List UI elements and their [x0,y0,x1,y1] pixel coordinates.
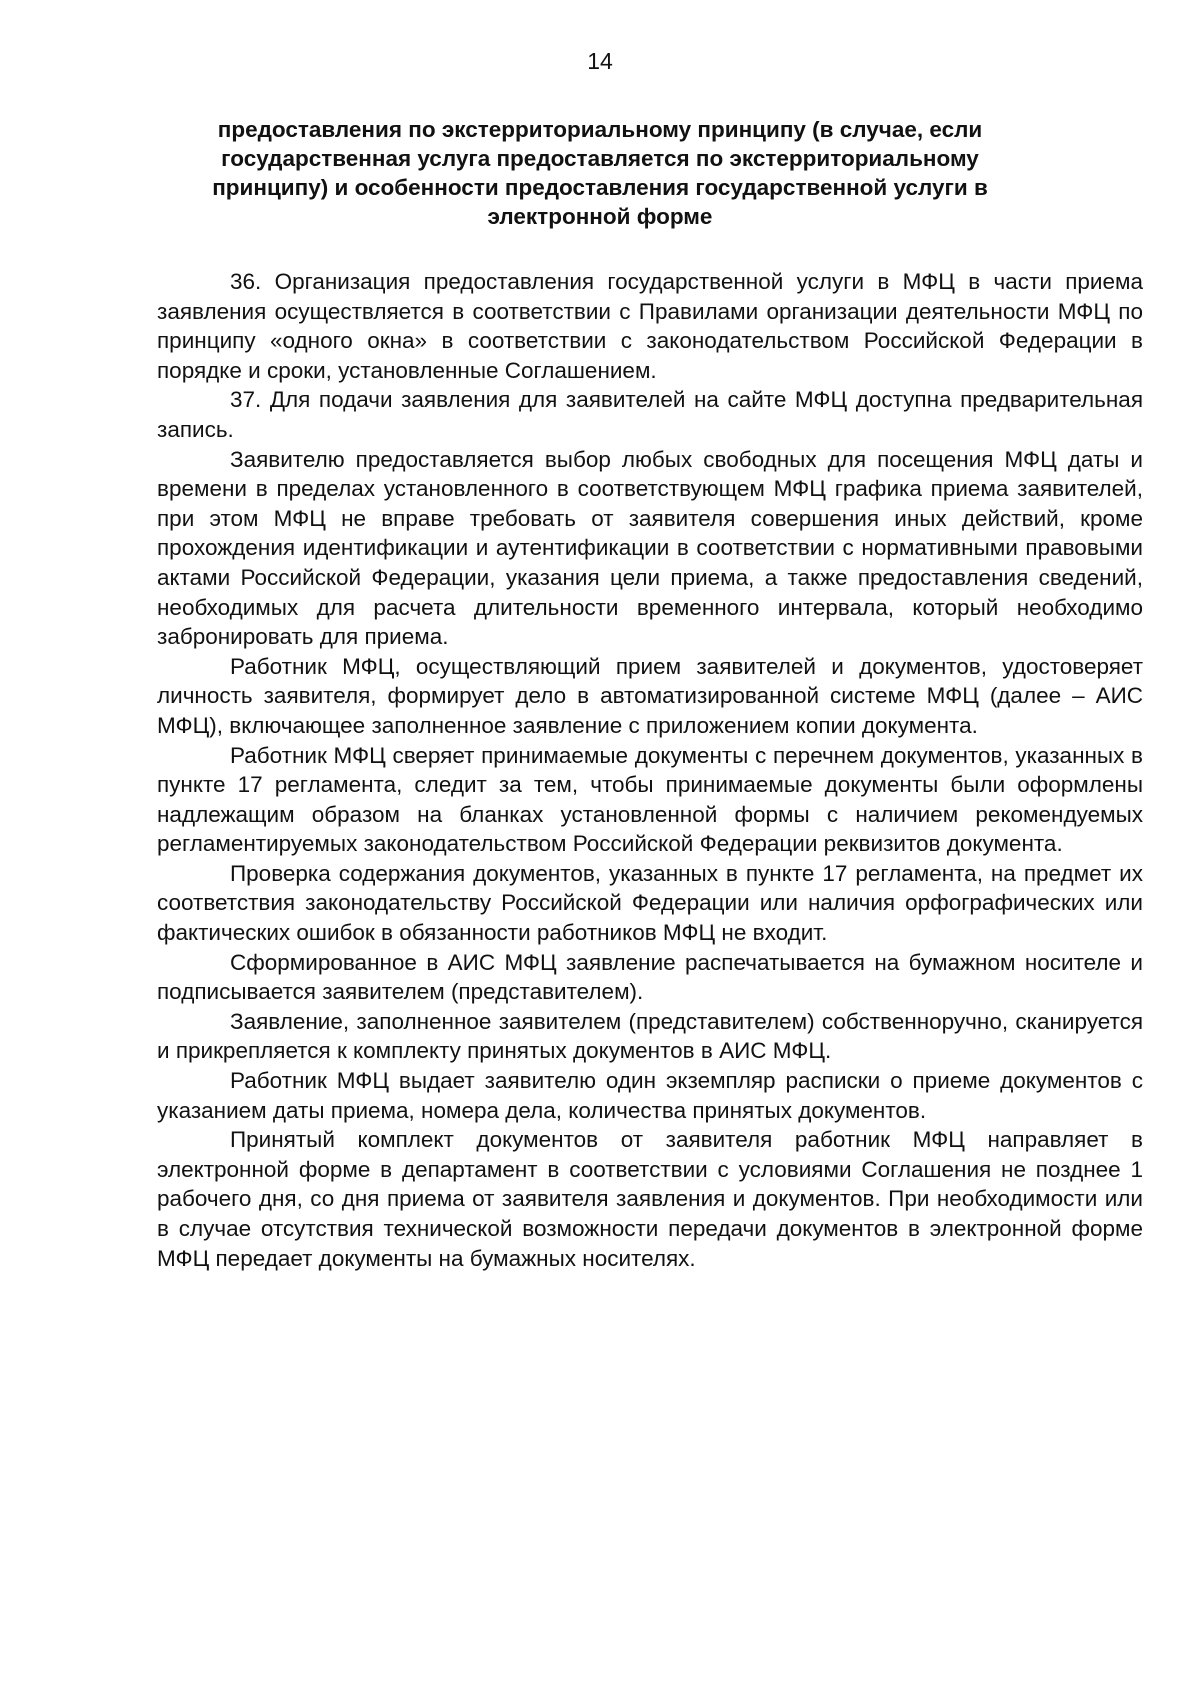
paragraph: Проверка содержания документов, указанных в пункте 17 регламента, на предмет их соответствия законодательству Российской Федерации или наличия орфографических или фактических ошибок в обязанности работников МФЦ не входит. [157,860,1143,946]
page-number: 14 [587,48,613,74]
paragraph-37: 37. Для подачи заявления для заявителей на сайте МФЦ доступна предварительная запись. [157,387,1143,442]
paragraph: Заявление, заполненное заявителем (представителем) собственноручно, сканируется и прикрепляется к комплекту принятых документов в АИС МФЦ. [157,1008,1143,1064]
document-body [157,267,1143,1273]
paragraph: Принятый комплект документов от заявителя работник МФЦ направляет в электронной форме в департамент в соответствии с условиями Соглашения не позднее 1 рабочего дня, со дня приема от заявителя заявления и документов. При необходимости или в случае отсутствия технической возможности передачи документов в электронной форме МФЦ передает документы на бумажных носителях. [157,1127,1143,1271]
paragraph: Работник МФЦ выдает заявителю один экземпляр расписки о приеме документов с указанием даты приема, номера дела, количества принятых документов. [157,1068,1143,1123]
paragraph: Заявителю предоставляется выбор любых свободных для посещения МФЦ даты и времени в пределах установленного в соответствующем МФЦ графика приема заявителей, при этом МФЦ не вправе требовать от заявителя совершения иных действий, кроме прохождения идентификации и аутентификации в соответствии с нормативными правовыми актами Российской Федерации, указания цели приема, а также предоставления сведений, необходимых для расчета длительности временного интервала, который необходимо забронировать для приема. [157,446,1143,650]
paragraph: Работник МФЦ, осуществляющий прием заявителей и документов, удостоверяет личность заявителя, формирует дело в автоматизированной системе МФЦ (далее – АИС МФЦ), включающее заполненное заявление с приложением копии документа. [157,653,1143,738]
paragraph: Работник МФЦ сверяет принимаемые документы с перечнем документов, указанных в пункте 17 регламента, следит за тем, чтобы принимаемые документы были оформлены надлежащим образом на бланках установленной формы с наличием рекомендуемых регламентируемых законодательством Российской Федерации реквизитов документа. [157,742,1143,857]
section-heading: предоставления по экстерриториальному принципу (в случае, если государственная услуга предоставляется по экстерриториальному принципу) и особенности предоставления государственной услуги в электронной форме [212,117,988,229]
paragraph: Сформированное в АИС МФЦ заявление распечатывается на бумажном носителе и подписывается заявителем (представителем). [157,949,1143,1005]
paragraph-36: 36. Организация предоставления государственной услуги в МФЦ в части приема заявления осуществляется в соответствии с Правилами организации деятельности МФЦ по принципу «одного окна» в соответствии с законодательством Российской Федерации в порядке и сроки, установленные Соглашением. [157,269,1143,383]
